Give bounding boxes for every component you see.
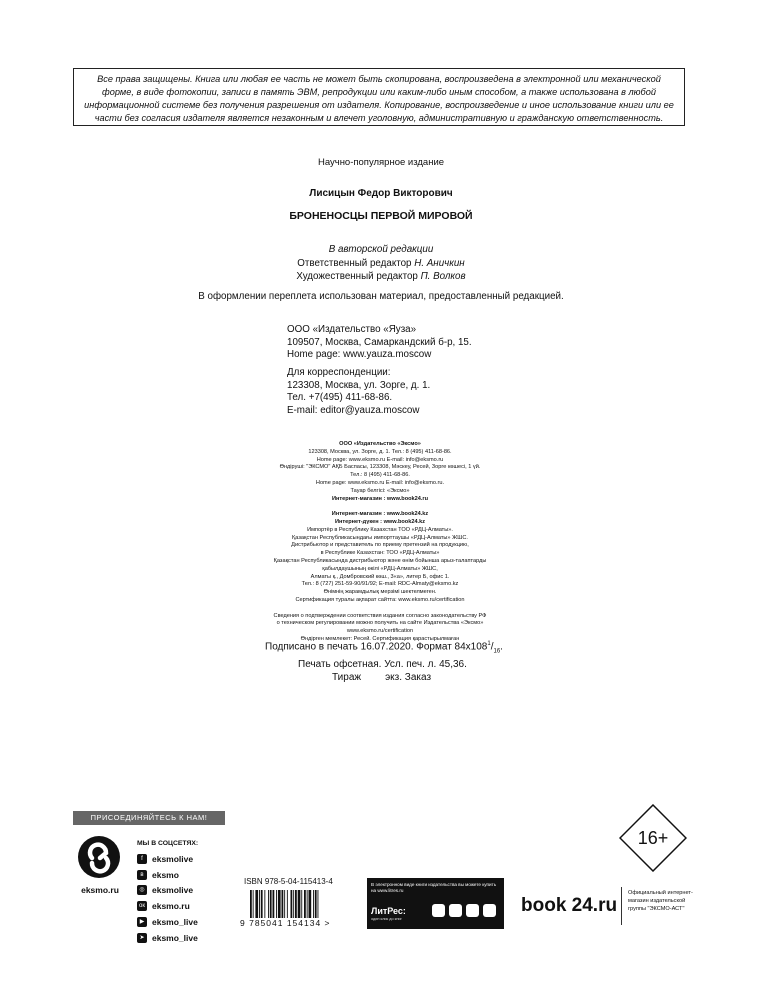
social-heading: МЫ В СОЦСЕТЯХ: [137,840,199,847]
author-name: Лисицын Федор Викторович [309,188,453,199]
barcode-bar [273,890,275,918]
barcode-bar [301,890,302,918]
imprint-line: Тауар белгісі: «Эксмо» [350,487,410,494]
android-icon [449,904,462,917]
imprint-line: ООО «Издательство «Эксмо» [339,441,421,447]
divider [621,887,622,925]
social-label: eksmolive [152,885,194,896]
imprint-line: қабылдаушының өкілі «РДЦ-Алматы» ЖШС, [322,565,438,572]
social-label: eksmolive [152,853,194,864]
publisher-block [287,324,472,362]
barcode-bar [261,890,263,918]
official-store-note: Официальный интернет-магазин издательской группы "ЭКСМО-АСТ" [628,890,693,912]
barcode-bar [250,890,252,918]
barcode-number: 9 785041 154134 > [240,918,331,928]
imprint-line: Интернет-дүкен : www.book24.kz [334,518,426,525]
imprint-line: Home page: www.eksmo.ru E-mail: info@eksmo.ru. [315,479,445,486]
imprint-line: Қазақстан Республикасындағы импорттаушы «РДЦ-Алматы» ЖШС. [292,534,468,541]
barcode-bar [264,890,265,918]
editorial-credits [0,243,762,284]
print-line-2: Печать офсетная. Усл. печ. л. 45,36. [298,659,467,671]
social-label: eksmo [152,869,179,880]
barcode-bar [298,890,301,918]
imprint-line [230,605,530,613]
barcode-bar [276,890,277,918]
edition-type: Научно-популярное издание [317,157,445,168]
imprint-line: Өндірген мемлекет: Ресей. Сертификация қарастырылмаған [300,635,460,642]
barcode-bar [253,890,254,918]
barcode-bar [315,890,317,918]
barcode-bar [282,890,284,918]
eksmo-imprint [230,441,530,644]
imprint-line: Қазақстан Республикасында дистрибьютор және өнім бойынша арыз-талаптарды [273,557,487,564]
imprint-line: Интернет-магазин : www.book24.ru [331,495,429,502]
barcode-bar [293,890,294,918]
social-item[interactable] [137,851,198,867]
age-rating: 16+ [637,828,669,848]
imprint-line [230,503,530,511]
social-item[interactable] [137,883,198,899]
barcode-bar [318,890,319,918]
barcode-bar [259,890,260,918]
social-label: eksmo_live [152,917,198,928]
copyright-notice: Все права защищены. Книга или любая ее часть не может быть скопирована, воспроизведена в электронной или механической форме, в виде фотокопии, записи в память ЭВМ, репродукции или каким-либо иным способом, а также использована в любой информационной системе без получения разрешения от издателя. Копирование, воспроизведение и иное использование книги или ее части без согласия издателя является незаконным и влечет уголовную, административную и гражданскую ответственность. [73,68,685,126]
telegram-icon: ➤ [137,933,147,943]
correspondence-phone: Тел. +7(495) 411-68-86. [287,392,393,403]
eksmo-site: eksmo.ru [81,885,119,895]
art-editor-name: П. Волков [420,271,466,282]
publisher-home: Home page: www.yauza.moscow [287,349,432,360]
litres-name: ЛитРес: [371,906,406,916]
imprint-line: Өндіруші: "ЭКСМО" АҚБ Баспасы, 123308, Мәскеу, Ресей, Зорге көшесі, 1 үй. [279,464,481,471]
barcode-icon [248,890,348,920]
imprint-line: Home page: www.eksmo.ru E-mail: info@eksmo.ru [316,456,444,463]
correspondence-label: Для корреспонденции: [287,367,391,378]
barcode-bar [304,890,306,918]
barcode-bar [309,890,312,918]
ok-icon: ок [137,901,147,911]
imprint-line: в Республике Казахстан: ТОО «РДЦ-Алматы» [320,550,440,557]
barcode-bar [313,890,314,918]
eksmo-logo-icon [78,836,120,878]
publisher-address: 109507, Москва, Самаркандский б-р, 15. [287,336,472,348]
imprint-line: Импортёр в Республику Казахстан ТОО «РДЦ-Алматы». [307,526,453,533]
social-item[interactable] [137,898,198,914]
correspondence-block [287,367,430,417]
vk-icon: в [137,870,147,880]
facebook-icon: f [137,854,147,864]
imprint-line: Тел.: 8 (495) 411-68-86. [350,472,410,479]
isbn: ISBN 978-5-04-115413-4 [244,877,333,886]
app-icon [466,904,479,917]
barcode-bar [268,890,269,918]
imprint-line: www.eksmo.ru/certification [346,628,414,635]
print-run-label: Тираж [332,672,362,684]
social-item[interactable] [137,867,198,883]
format-fraction-num: 1 [487,641,491,647]
publisher-name: ООО «Издательство «Яуза» [287,324,417,335]
join-banner: ПРИСОЕДИНЯЙТЕСЬ К НАМ! [73,811,225,825]
editor-name: Н. Аничкин [414,257,465,269]
book24-logo: book 24.ru [521,895,618,916]
print-info: Подписано в печать 16.07.2020. Формат $84x108^1/_{16}$. Печать офсетная. Усл. печ. л. 45,36. Тираж экз. Заказ [265,641,503,684]
windows-icon [483,904,496,917]
apple-icon [432,904,445,917]
barcode-bar [291,890,293,918]
barcode-bar [295,890,297,918]
imprint-line: Дистрибьютор и представитель по приему претензий на продукцию, [291,542,469,549]
social-label: eksmo.ru [152,901,190,912]
order-label: экз. Заказ [385,672,432,684]
social-item[interactable] [137,914,198,930]
barcode-bar [270,890,272,918]
barcode-bar [307,890,308,918]
litres-info: В электронном виде книги издательства вы можете купить на www.litres.ru [371,882,497,893]
imprint-line: Интернет-магазин : www.book24.kz [331,511,429,518]
imprint-line: Тел.: 8 (727) 251-59-90/91/92; E-mail: RDC-Almaty@eksmo.kz [301,581,459,588]
art-editor-label: Художественный редактор [296,271,418,282]
imprint-line: Сведения о подтверждении соответствия издания согласно законодательству РФ [273,612,487,619]
imprint-line: о техническом регулировании можно получить на сайте Издательства «Эксмо» [276,620,484,627]
format-fraction-den: 16 [493,648,501,655]
barcode-bar [255,890,258,918]
youtube-icon: ▶ [137,917,147,927]
barcode-bar [287,890,288,918]
editorial-line: В авторской редакции [328,244,434,255]
correspondence-email: E-mail: editor@yauza.moscow [287,404,420,416]
editor-label: Ответственный редактор [297,257,412,269]
instagram-icon: ◎ [137,885,147,895]
social-label: eksmo_live [152,932,198,943]
litres-tagline: один клик до книг [371,917,402,921]
print-line-1: Подписано в печать 16.07.2020. Формат 84x108 [265,641,488,653]
barcode-bar [278,890,281,918]
cover-note: В оформлении переплета использован материал, предоставленный редакцией. [198,291,564,302]
social-list [137,851,198,946]
store-icons [432,904,496,917]
imprint-line: Өнімнің жарамдылық мерзімі шектелмеген. [323,589,437,596]
book-title: БРОНЕНОСЦЫ ПЕРВОЙ МИРОВОЙ [289,210,473,222]
correspondence-address: 123308, Москва, ул. Зорге, д. 1. [287,379,431,391]
imprint-line: Алматы қ., Домбровский көш., 3«а», литер Б, офис 1. [310,573,450,580]
barcode-bar [284,890,285,918]
imprint-line: 123308, Москва, ул. Зорге, д. 1. Тел.: 8 (495) 411-68-86. [308,448,452,455]
social-item[interactable] [137,930,198,946]
imprint-line: Сертификация туралы ақпарат сайтта: www.eksmo.ru/certification [295,596,465,603]
